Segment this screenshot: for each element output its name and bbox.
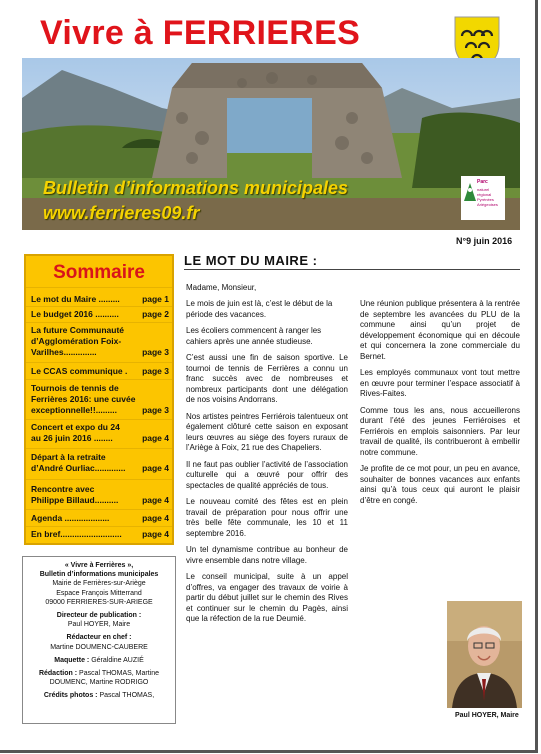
writing-value: Pascal THOMAS, Martine DOUMENC, Martine RODRIGO xyxy=(49,670,160,687)
toc-page: page 4 xyxy=(142,495,169,505)
toc-item[interactable] xyxy=(31,294,169,305)
toc-label: Agenda ................... xyxy=(31,513,110,523)
paragraph: Le nouveau comité des fêtes est en plein travail de préparation pour nous offrir une très belle fête communale, les 10 et 11 septembre 2016. xyxy=(186,497,348,538)
parc-logo-icon xyxy=(463,182,477,202)
toc-page: page 2 xyxy=(142,309,169,319)
page-title: Vivre à FERRIERES xyxy=(40,14,361,52)
photo-caption: Paul HOYER, Maire xyxy=(455,712,519,719)
paragraph: Le conseil municipal, suite à un appel d’offres, va engager des travaux de voirie à partir du début juillet sur le chemin des Rives et continuer sur le chemin du Pagès, ainsi que la réfection de la rue Deumié. xyxy=(186,572,348,623)
sommaire-box xyxy=(24,254,174,545)
divider xyxy=(26,448,172,449)
address-line: Espace François Mitterrand xyxy=(56,589,142,597)
toc-label: Le mot du Maire ......... xyxy=(31,294,120,304)
toc-page: page 3 xyxy=(142,405,169,415)
article-column-1 xyxy=(186,299,348,631)
mayor-portrait xyxy=(447,601,522,708)
divider xyxy=(26,362,172,363)
parc-line-1: Parc xyxy=(477,179,488,185)
toc-page-row xyxy=(31,405,169,416)
paragraph: C’est aussi une fin de saison sportive. Le tournoi de tennis de Ferrières a connu un franc succès avec de nombreuses et nombreux participants dont une délégation de nos voisins Andorrans. xyxy=(186,353,348,404)
paragraph: Les employés communaux vont tout mettre en œuvre pour terminer l’espace associatif à Rives-Faites. xyxy=(360,368,520,398)
website-link[interactable]: www.ferrieres09.fr xyxy=(43,203,200,223)
paragraph: Il ne faut pas oublier l’activité de l’association culturelle qui a œuvré pour offrir des spectacles de qualité appréciés de tous. xyxy=(186,459,348,490)
address-line: Mairie de Ferrières-sur-Ariège xyxy=(52,580,146,588)
toc-item[interactable] xyxy=(31,309,169,320)
paragraph: Une réunion publique présentera à la rentrée de septembre les avancées du PLU de la commune ainsi qu’un projet de développement économique qui en découle et qui concernera la zone commerciale du Bernet. xyxy=(360,299,520,361)
bulletin-subtitle: Bulletin d’informations municipales xyxy=(43,178,349,198)
divider xyxy=(26,379,172,380)
layout-value: Géraldine AUZIÉ xyxy=(89,656,144,664)
pub-name: « Vivre à Ferrières », xyxy=(64,562,134,569)
toc-page: page 4 xyxy=(142,529,169,539)
writing-credit xyxy=(23,669,175,687)
toc-label: Rencontre avec Philippe Billaud.......... xyxy=(31,484,119,505)
parc-line-2: naturel xyxy=(477,187,490,192)
toc-page: page 4 xyxy=(142,433,169,443)
toc-item[interactable] xyxy=(31,529,169,540)
pub-subtitle: Bulletin d’informations municipales xyxy=(39,571,159,579)
divider xyxy=(26,509,172,510)
toc-label: Départ à la retraite d’André Ourliac............. xyxy=(31,452,126,473)
paragraph: Un tel dynamisme contribue au bonheur de vivre ensemble dans notre village. xyxy=(186,545,348,565)
toc-page-row xyxy=(31,347,169,358)
sommaire-heading: Sommaire xyxy=(53,262,145,283)
toc-label: La future Communauté d’Agglomération Foix-Varilhes.............. xyxy=(31,325,125,357)
address-line: 09000 FERRIERES-SUR-ARIEGE xyxy=(45,598,153,606)
article-column-2 xyxy=(360,299,520,512)
salutation: Madame, Monsieur, xyxy=(186,283,257,292)
divider xyxy=(26,287,172,288)
toc-page: page 3 xyxy=(142,366,169,376)
paragraph: Nos artistes peintres Ferriérois talentueux ont également clôturé cette saison en exposant leurs œuvres au siège des foyers ruraux de l’Ariège à Foix, 21 rue des Chapeliers. xyxy=(186,411,348,452)
toc-page-row xyxy=(31,433,169,444)
editor-label: Rédacteur en chef : xyxy=(66,634,132,642)
divider xyxy=(26,479,172,480)
writing-label: Rédaction : xyxy=(38,670,78,678)
toc-item[interactable] xyxy=(31,513,169,524)
parc-line-5: Ariégeoises xyxy=(477,202,498,207)
toc-page-row xyxy=(31,463,169,474)
photo-credit-label: Crédits photos : xyxy=(43,692,98,700)
credits-box xyxy=(22,556,176,724)
issue-number: N°9 juin 2016 xyxy=(456,236,513,246)
divider xyxy=(26,306,172,307)
toc-item[interactable] xyxy=(31,366,169,377)
divider xyxy=(26,322,172,323)
layout-credit xyxy=(23,656,175,665)
title-underline xyxy=(184,269,520,270)
paragraph: Comme tous les ans, nous accueillerons durant l’été des jeunes Ferriéroises et Ferriérois en emplois saisonniers. Par leur travail de qualité, ils contribueront à embellir notre commune. xyxy=(360,405,520,457)
toc-label: Le budget 2016 .......... xyxy=(31,309,119,319)
toc-page: page 4 xyxy=(142,513,169,523)
toc-page: page 3 xyxy=(142,347,169,357)
toc-label: Le CCAS communique . xyxy=(31,366,128,376)
parc-line-4: Pyrénées xyxy=(477,197,494,202)
toc-page-row xyxy=(31,495,169,506)
director-value: Paul HOYER, Maire xyxy=(67,621,131,629)
layout-label: Maquette : xyxy=(54,656,90,664)
toc-page: page 1 xyxy=(142,294,169,304)
toc-label: Tournois de tennis de Ferrières 2016: une cuvée exceptionnelle!!......... xyxy=(31,383,136,415)
editor-value: Martine DOUMENC-CAUBERE xyxy=(50,643,148,651)
article-title: LE MOT DU MAIRE : xyxy=(184,253,318,268)
parc-line-3: régional xyxy=(477,192,492,197)
parc-logo xyxy=(461,176,505,220)
toc-label: Concert et expo du 24 au 26 juin 2016 ........ xyxy=(31,422,120,443)
divider xyxy=(26,526,172,527)
paragraph: Le mois de juin est là, c’est le début de la période des vacances. xyxy=(186,299,333,319)
director-label: Directeur de publication : xyxy=(56,612,142,620)
divider xyxy=(26,419,172,420)
paragraph: Je profite de ce mot pour, un peu en avance, souhaiter de bonnes vacances aux enfants ainsi qu’à tous ceux qui auront le plaisir d’être en congé. xyxy=(360,464,520,505)
paragraph: Les écoliers commencent à ranger les cahiers après une année studieuse. xyxy=(186,326,322,346)
toc-page: page 4 xyxy=(142,463,169,473)
photo-credit-value: Pascal THOMAS, xyxy=(97,692,155,700)
photo-credit xyxy=(23,691,175,700)
toc-label: En bref.......................... xyxy=(31,529,122,539)
